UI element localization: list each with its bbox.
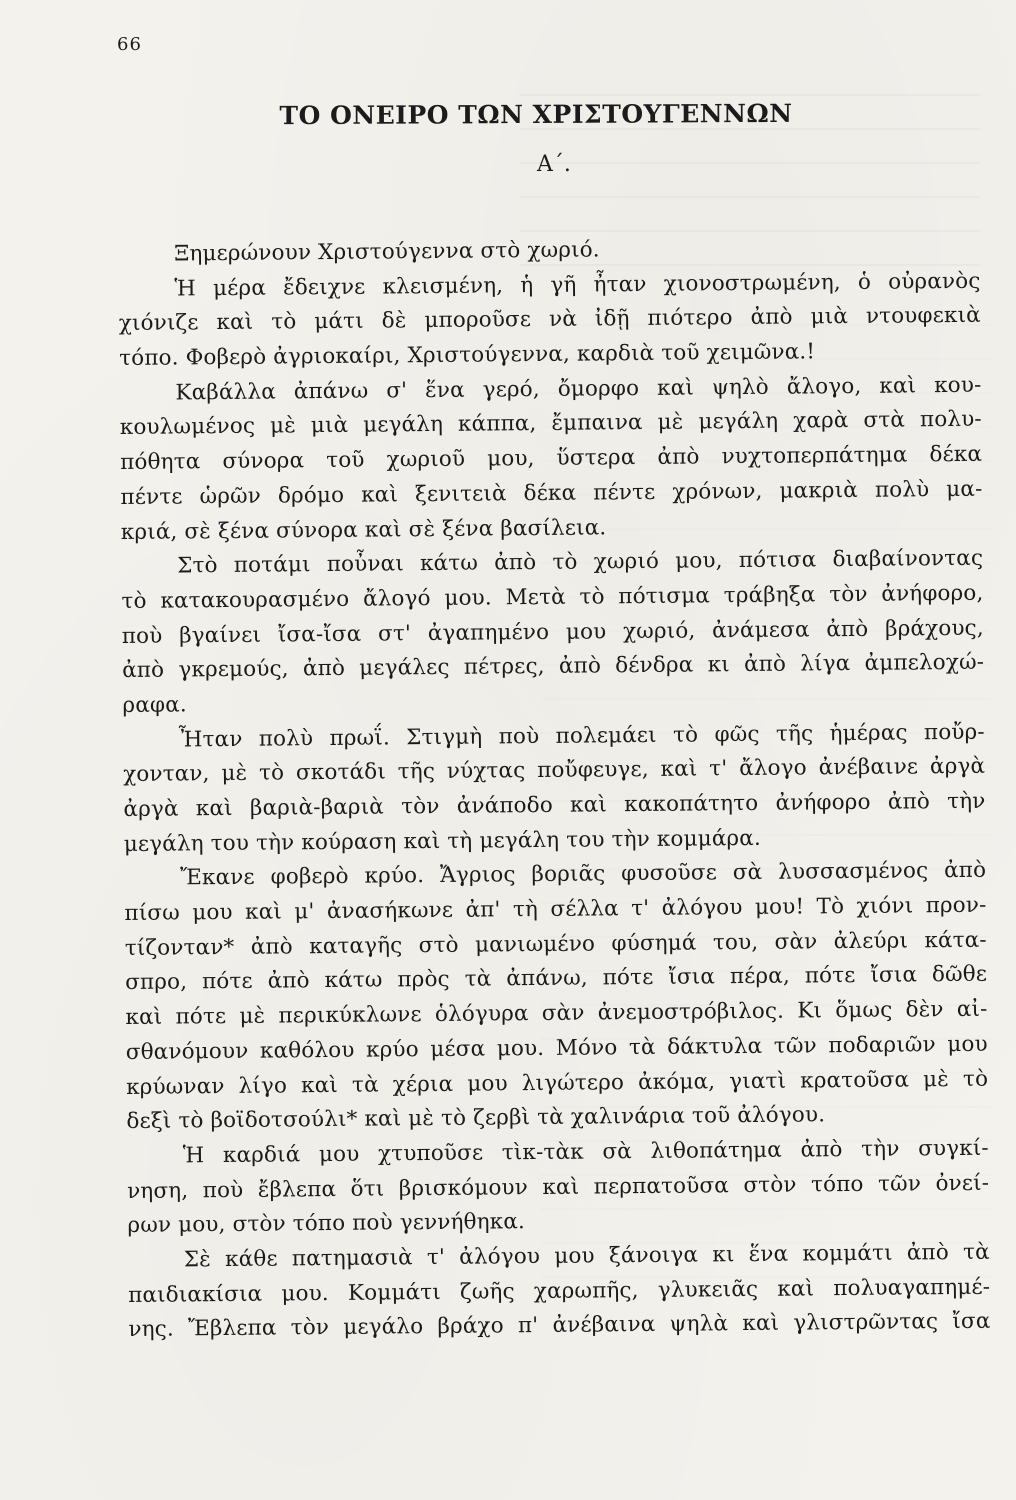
text-line: Καβάλλα ἀπάνω σ' ἕνα γερό, ὄμορφο καὶ ψηλὸ ἄλογο, καὶ κου- bbox=[175, 372, 982, 406]
text-line: ρων μου, στὸν τόπο ποὺ γεννήθηκα. bbox=[127, 1209, 526, 1239]
text-line: Ξημερώνουν Χριστούγεννα στὸ χωριό. bbox=[174, 237, 600, 267]
text-line: κριά, σὲ ξένα σύνορα καὶ σὲ ξένα βασίλεια. bbox=[120, 514, 607, 545]
text-line: μεγάλη του τὴν κούραση καὶ τὴ μεγάλη του τὴν κομμάρα. bbox=[123, 825, 762, 857]
text-line: Ἦταν πολὺ πρωΐ. Στιγμὴ ποὺ πολεμάει τὸ φῶς τῆς ἡμέρας ποὔρ- bbox=[178, 719, 985, 753]
text-line: Ἔκανε φοβερὸ κρύο. Ἄγριος βοριᾶς φυσοῦσε σὰ λυσσασμένος ἀπὸ bbox=[180, 858, 987, 891]
text-line: πίσω μου καὶ μ' ἀνασήκωνε ἀπ' τὴ σέλλα τ' ἀλόγου μου! Τὸ χιόνι προν- bbox=[124, 892, 987, 927]
text-line: ποὺ βγαίνει ἴσα-ἴσα στ' ἀγαπημένο μου χωριό, ἀνάμεσα ἀπὸ βράχους, bbox=[121, 615, 984, 649]
text-line: χιόνιζε καὶ τὸ μάτι δὲ μποροῦσε νὰ ἰδῇ πιότερο ἀπὸ μιὰ ντουφεκιὰ bbox=[118, 303, 981, 337]
text-line: πέντε ὡρῶν δρόμο καὶ ξενιτειὰ δέκα πέντε χρόνων, μακριὰ πολὺ μα- bbox=[120, 476, 983, 510]
text-line: σπρο, πότε ἀπὸ κάτω πρὸς τὰ ἀπάνω, πότε ἴσια πέρα, πότε ἴσια δῶθε bbox=[125, 962, 988, 996]
text-line: σθανόμουν καθόλου κρύο μέσα μου. Μόνο τὰ δάκτυλα τῶν ποδαριῶν μου bbox=[125, 1031, 988, 1065]
text-line: νηση, ποὺ ἔβλεπα ὅτι βρισκόμουν καὶ περπατοῦσα στὸν τόπο τῶν ὀνεί- bbox=[127, 1170, 990, 1204]
text-line: κρύωναν λίγο καὶ τὰ χέρια μου λιγώτερο ἀκόμα, γιατὶ κρατοῦσα μὲ τὸ bbox=[126, 1066, 989, 1100]
text-line: κουλωμένος μὲ μιὰ μεγάλη κάππα, ἔμπαινα μὲ μεγάλη χαρὰ στὰ πολυ- bbox=[119, 407, 982, 441]
text-line: χονταν, μὲ τὸ σκοτάδι τῆς νύχτας ποὔφευγε, καὶ τ' ἄλογο ἀνέβαινε ἀργὰ bbox=[123, 754, 986, 788]
text-line: παιδιακίσια μου. Κομμάτι ζωῆς χαρωπῆς, γλυκειᾶς καὶ πολυαγαπημέ- bbox=[128, 1274, 991, 1308]
text-line: νης. Ἔβλεπα τὸν μεγάλο βράχο π' ἀνέβαινα ψηλὰ καὶ γλιστρῶντας ἴσα bbox=[128, 1308, 991, 1343]
section-heading: Α΄. bbox=[537, 152, 571, 177]
text-line: τίζονταν* ἀπὸ καταγῆς στὸ μανιωμένο φύσημά του, σὰν ἀλεύρι κάτα- bbox=[124, 927, 987, 961]
text-line: Σὲ κάθε πατημασιὰ τ' ἀλόγου μου ξάνοιγα κι ἕνα κομμάτι ἀπὸ τὰ bbox=[183, 1239, 990, 1273]
text-line: ραφα. bbox=[122, 692, 187, 718]
text-line: ἀργὰ καὶ βαριὰ-βαριὰ τὸν ἀνάποδο καὶ κακοπάτητο ἀνήφορο ἀπὸ τὴν bbox=[123, 788, 986, 822]
text-line: τὸ κατακουρασμένο ἄλογό μου. Μετὰ τὸ πότισμα τράβηξα τὸν ἀνήφορο, bbox=[121, 580, 984, 614]
chapter-title: ΤΟ ΟΝΕΙΡΟ ΤΩΝ ΧΡΙΣΤΟΥΓΕΝΝΩΝ bbox=[279, 98, 793, 131]
text-line: ἀπὸ γκρεμούς, ἀπὸ μεγάλες πέτρες, ἀπὸ δένδρα κι ἀπὸ λίγα ἀμπελοχώ- bbox=[122, 649, 985, 684]
text-line: Ἡ μέρα ἔδειχνε κλεισμένη, ἡ γῆ ἦταν χιονοστρωμένη, ὁ οὐρανὸς bbox=[174, 268, 981, 302]
text-line: τόπο. Φοβερὸ ἀγριοκαίρι, Χριστούγεννα, καρδιὰ τοῦ χειμῶνα.! bbox=[119, 339, 816, 372]
text-line: δεξὶ τὸ βοϊδοτσούλι* καὶ μὲ τὸ ζερβὶ τὰ χαλινάρια τοῦ ἀλόγου. bbox=[126, 1102, 826, 1135]
page-number: 66 bbox=[117, 34, 142, 55]
text-line: πόθητα σύνορα τοῦ χωριοῦ μου, ὕστερα ἀπὸ νυχτοπερπάτημα δέκα bbox=[120, 441, 983, 476]
text-line: καὶ πότε μὲ περικύκλωνε ὁλόγυρα σὰν ἀνεμοστρόβιλος. Κι ὅμως δὲν αἰ- bbox=[125, 996, 988, 1031]
text-line: Στὸ ποτάμι ποὖναι κάτω ἀπὸ τὸ χωριό μου, πότισα διαβαίνοντας bbox=[177, 545, 984, 579]
text-line: Ἡ καρδιά μου χτυποῦσε τὶκ-τὰκ σὰ λιθοπάτημα ἀπὸ τὴν συγκί- bbox=[182, 1135, 989, 1169]
body-text bbox=[118, 230, 991, 1348]
